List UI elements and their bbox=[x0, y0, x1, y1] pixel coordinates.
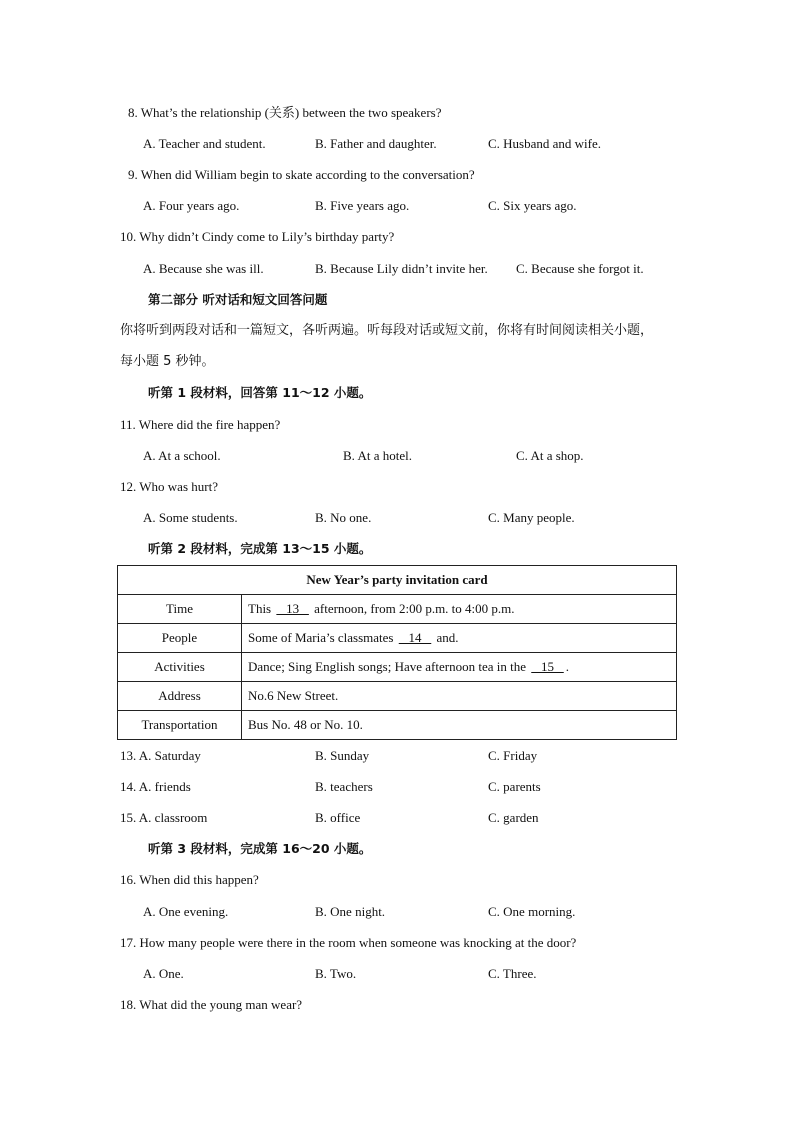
card-row-label: Activities bbox=[118, 653, 242, 682]
card-row-text: This bbox=[248, 601, 275, 616]
material-2-heading: 听第 2 段材料，完成第 13～15 小题。 bbox=[148, 541, 372, 556]
table-row bbox=[118, 624, 677, 653]
question-16-option-a: A. One evening. bbox=[143, 904, 229, 919]
question-15-option-a: 15. A. classroom bbox=[120, 810, 208, 825]
table-row bbox=[118, 682, 677, 711]
question-12-option-a: A. Some students. bbox=[143, 510, 238, 525]
card-row-text: and. bbox=[433, 630, 459, 645]
question-11-option-b: B. At a hotel. bbox=[343, 448, 412, 463]
card-row-text: Some of Maria’s classmates bbox=[248, 630, 397, 645]
material-1-heading: 听第 1 段材料，回答第 11～12 小题。 bbox=[148, 385, 372, 400]
answer-blank-14: 14 bbox=[398, 630, 432, 645]
question-10-stem: 10. Why didn’t Cindy come to Lily’s birthday party? bbox=[120, 229, 395, 244]
card-row-text: Dance; Sing English songs; Have afternoon tea in the bbox=[248, 659, 530, 674]
question-15-option-c: C. garden bbox=[488, 810, 539, 825]
answer-blank-13: 13 bbox=[276, 601, 309, 616]
card-row-text: afternoon, from 2:00 p.m. to 4:00 p.m. bbox=[310, 601, 515, 616]
table-row bbox=[118, 711, 677, 740]
card-row-label: Address bbox=[118, 682, 242, 711]
table-row bbox=[118, 653, 677, 682]
question-18-stem: 18. What did the young man wear? bbox=[120, 997, 303, 1012]
question-13-option-a: 13. A. Saturday bbox=[120, 748, 201, 763]
question-16-stem: 16. When did this happen? bbox=[120, 872, 259, 887]
card-row-value bbox=[242, 624, 677, 653]
question-9-stem: 9. When did William begin to skate according to the conversation? bbox=[128, 167, 475, 182]
question-16-option-b: B. One night. bbox=[315, 904, 386, 919]
question-11-option-a: A. At a school. bbox=[143, 448, 221, 463]
question-11-stem: 11. Where did the fire happen? bbox=[120, 417, 281, 432]
card-row-value bbox=[242, 653, 677, 682]
question-10-option-a: A. Because she was ill. bbox=[143, 261, 264, 276]
question-8-stem: 8. What’s the relationship (关系) between the two speakers? bbox=[128, 105, 442, 120]
question-13-option-c: C. Friday bbox=[488, 748, 538, 763]
question-10-option-c: C. Because she forgot it. bbox=[516, 261, 644, 276]
invitation-card-title: New Year’s party invitation card bbox=[118, 566, 677, 595]
card-row-value: No.6 New Street. bbox=[242, 682, 677, 711]
question-16-option-c: C. One morning. bbox=[488, 904, 576, 919]
part2-instruction-line1: 你将听到两段对话和一篇短文，各听两遍。听每段对话或短文前，你将有时间阅读相关小题， bbox=[120, 323, 654, 338]
question-15-option-b: B. office bbox=[315, 810, 361, 825]
card-row-value: Bus No. 48 or No. 10. bbox=[242, 711, 677, 740]
question-12-option-b: B. No one. bbox=[315, 510, 372, 525]
material-3-heading: 听第 3 段材料，完成第 16～20 小题。 bbox=[148, 841, 372, 856]
part2-instruction-line2: 每小题 5 秒钟。 bbox=[120, 354, 215, 369]
question-9-option-a: A. Four years ago. bbox=[143, 198, 240, 213]
card-row-label: Transportation bbox=[118, 711, 242, 740]
invitation-card-table bbox=[117, 565, 677, 740]
card-row-value bbox=[242, 595, 677, 624]
question-12-option-c: C. Many people. bbox=[488, 510, 575, 525]
question-10-option-b: B. Because Lily didn’t invite her. bbox=[315, 261, 488, 276]
question-14-option-a: 14. A. friends bbox=[120, 779, 191, 794]
question-14-option-b: B. teachers bbox=[315, 779, 373, 794]
question-12-stem: 12. Who was hurt? bbox=[120, 479, 218, 494]
question-9-option-c: C. Six years ago. bbox=[488, 198, 577, 213]
part2-heading: 第二部分 听对话和短文回答问题 bbox=[148, 292, 328, 307]
card-row-label: People bbox=[118, 624, 242, 653]
question-17-option-b: B. Two. bbox=[315, 966, 357, 981]
question-9-option-b: B. Five years ago. bbox=[315, 198, 410, 213]
question-13-option-b: B. Sunday bbox=[315, 748, 370, 763]
question-11-option-c: C. At a shop. bbox=[516, 448, 584, 463]
question-8-option-a: A. Teacher and student. bbox=[143, 136, 266, 151]
question-17-option-c: C. Three. bbox=[488, 966, 537, 981]
card-row-label: Time bbox=[118, 595, 242, 624]
question-17-stem: 17. How many people were there in the room when someone was knocking at the door? bbox=[120, 935, 577, 950]
question-8-option-c: C. Husband and wife. bbox=[488, 136, 602, 151]
question-14-option-c: C. parents bbox=[488, 779, 541, 794]
card-row-text: . bbox=[565, 659, 569, 674]
table-row bbox=[118, 595, 677, 624]
question-8-option-b: B. Father and daughter. bbox=[315, 136, 437, 151]
question-17-option-a: A. One. bbox=[143, 966, 184, 981]
answer-blank-15: 15 bbox=[531, 659, 564, 674]
